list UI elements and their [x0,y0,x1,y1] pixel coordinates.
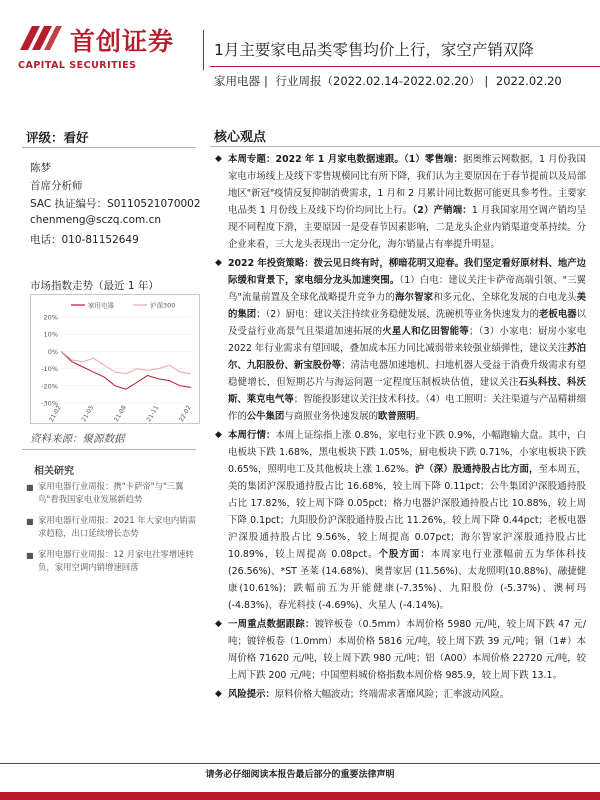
report-date: 2022.02.20 [495,74,562,88]
legend-label: 家用电器 [88,301,114,310]
bullet-icon: ◆ [215,689,222,699]
x-tick-label: 21-08 [112,404,128,423]
market-text: 至本周五，美的集团沪深股通持股占比 16.68%，较上周下降 0.11pct；公牛集团沪深股通持股占比 17.82%，较上周下降 0.05pct；格力电器沪深股通持股占比 10.88%，较上周下降 0.1pct；九阳股份沪深股通持股占比 11.26%，较上周下降 0.44pct；老板电器沪深股通持股占比 9.56%，较上周提高 0.07pct；海尔智家沪深股通持股占比 10.89%，较上周提高 0.08pct。 [228,464,586,560]
bullet-icon: ◆ [215,154,222,164]
topic-heading: 本周专题：2022 年 1 月家电数据速跟。（1）零售端： [228,154,463,165]
x-tick-label: 21-11 [145,404,161,423]
related-item-text: 家用电器行业周报：携"卡萨帝"与"三翼鸟"看我国家电业发展新趋势 [38,481,184,504]
chart-source: 资料来源：聚源数据 [30,433,125,445]
company-logo [18,20,198,72]
report-category: 家用电器 [214,74,260,88]
left-divider-2 [22,449,196,450]
bullet-icon: ■ [26,551,34,560]
bullet-icon: ◆ [215,258,222,268]
x-tick-label: 21-02 [47,404,63,423]
para-weekly-topic [214,151,586,253]
meta-separator: | [264,74,268,88]
topic-text-2: 1 月我国家用空调产销均呈现不同程度下滑，主要原因一是受春节因素影响，二是龙头企业内销渠道变革持续。分企业来看，三大龙头表现出一定分化，海尔销量占有率提升明显。 [228,205,586,250]
para-data-tracking [214,616,586,684]
related-item-text: 家用电器行业周报：2021 年大家电内销需求趋稳，出口延续增长态势 [38,515,196,538]
header-divider [203,30,204,70]
header-rule [210,66,600,67]
strategy-text: 和多元化、全球化发展的白电龙头 [433,292,577,303]
strategy-text: ；（2）厨电：建议关注持续业务稳健发展，洗碗机等业务快速发力的 [256,309,540,320]
footer-bar [0,792,600,800]
series-line-0 [61,351,191,389]
meta-separator: | [484,74,489,88]
bullet-icon: ◆ [215,619,222,629]
y-tick-label: 0% [47,347,58,356]
market-index-chart [30,294,200,424]
stock-highlight: 海尔智家 [394,292,434,303]
stock-highlight: 公牛集团 [246,411,285,422]
bullet-icon: ■ [26,483,34,492]
strategy-text: ；清洁电器加速地机、扫地机器人受益于消费升级需求有望稳健增长，但短期芯片与海运问题一定程度压制板块估值，建议关注 [228,360,586,388]
data-heading: 一周重点数据跟踪： [228,619,315,630]
report-title: 1月主要家电品类零售均价上行，家空产销双降 [214,41,534,59]
stock-highlight: 火星人和亿田智能等 [382,326,470,337]
stock-highlight: 苏泊尔、九阳股份、新宝股份等 [228,343,586,371]
rating-label: 评级： [26,130,64,145]
analyst-sac: SAC 执证编号：S0110521070002 [30,198,201,210]
analyst-phone: 电话：010-81152649 [30,234,139,246]
analyst-name: 陈梦 [30,162,51,174]
logo-english-name: CAPITAL SECURITIES [18,60,137,71]
y-tick-label: 20% [43,313,58,322]
stock-highlight: 老板电器 [539,309,577,320]
bullet-icon: ◆ [215,430,222,440]
strategy-text: 。 [415,411,425,422]
market-text: 本周家电行业涨幅前五为华体科技 (26.56%)、*ST 圣莱 (14.68%)、奥普家居 (11.56%)、太龙照明(10.88%)、融捷健康(10.61%)；跌幅前五为开能健康(-7.35%)、九阳股份 (-5.37%)、澳柯玛 (-4.83%)、春光科技 (-4.69%)、火星人 (-4.14%)。 [228,549,586,611]
strategy-text: 与商照业务快速发展的 [284,411,379,422]
rating-value: 看好 [63,130,89,145]
analyst-email[interactable]: chenmeng@sczq.com.cn [30,214,161,226]
strategy-heading: 2022 年投资策略：拨云见日终有时，柳暗花明又迎春。我们坚定看好原材料、地产边际缓和背景下，家电细分龙头加速突围。 [228,258,586,286]
x-tick-label: 21-05 [80,404,96,423]
risk-text: 原料价格大幅波动；终端需求著靡风险；汇率波动风险。 [274,689,510,700]
related-research-title: 相关研究 [34,466,74,477]
y-tick-label: -20% [41,382,58,391]
rating [26,128,89,146]
report-meta [214,73,566,89]
series-line-1 [61,351,191,373]
bullet-icon: ■ [26,517,34,526]
capital-securities-logo-icon [18,20,62,56]
core-divider [210,146,600,147]
x-tick-label: 22-02 [177,404,193,423]
stock-highlight: 欧普照明 [378,411,416,422]
stock-highlight: 石头科技、科沃斯、莱克电气等 [228,377,586,405]
market-subheading: 沪（深）股通持股占比方面， [414,464,539,475]
left-divider [22,147,196,148]
legal-notice: 请务必仔细阅读本报告最后部分的重要法律声明 [205,770,395,780]
market-subheading: 个股方面： [378,549,431,560]
data-text: 镀锌板卷（0.5mm）本周价格 5980 元/吨，较上周下跌 47 元/吨；镀锌板卷（1.0mm）本周价格 5816 元/吨，较上周下跌 39 元/吨；铜（1#）本周价格 71620 元/吨，较上周下跌 980 元/吨；铝（A00）本周价格 22720 元/吨，较上周下跌 200 元/吨；中国塑料城价格指数本周价格 985.9，较上周下跌 13.1。 [228,619,586,681]
logo-chinese-name: 首创证券 [70,27,175,56]
chart-svg [31,295,199,423]
topic-subheading: （2）产销端： [412,205,472,216]
core-views-body [214,151,586,705]
strategy-text: 以及受益行业高景气且渠道加速拓展的 [228,309,586,337]
strategy-text: ；智能投影建议关注技术科技。（4）电工照明：关注渠道与产品精耕细作的 [228,394,586,422]
stock-highlight: 美的集团 [228,292,586,320]
analyst-role: 首席分析师 [30,180,83,192]
chart-title: 市场指数走势（最近 1 年） [30,280,159,292]
y-tick-label: -10% [41,365,58,374]
para-strategy [214,255,586,425]
strategy-text: ；（3）小家电：厨房小家电 2022 年行业需求有望回暖，叠加成本压力同比减弱带来较强业绩弹性，建议关注 [228,326,586,354]
report-type: 行业周报（2022.02.14-2022.02.20） [275,74,481,88]
footer-rule [0,763,600,764]
related-item-text: 家用电器行业周报：12 月家电社零增速转负，家用空调内销增速回落 [38,549,194,572]
legend-label: 沪深300 [150,301,176,310]
topic-text: 据奥维云网数据，1 月份我国家电市场线上及线下零售规模同比有所下降，我们认为主要原因在于春节提前以及局部地区"新冠"疫情反复抑制消费需求，1 月和 2 月累计同比数据可能更具参考性。主要家电品类 1 月份线上及线下均价均同比上行。 [228,154,586,216]
strategy-text: （1）白电：建议关注卡萨帝高端引领、"三翼鸟"流量前置及全球化战略提升竞争力的 [228,275,586,303]
para-risk [214,686,586,703]
y-tick-label: -30% [41,399,58,408]
market-text: 本周上证综指上涨 0.8%，家电行业下跌 0.9%，小幅跑输大盘。其中，白电板块下跌 1.68%，黑电板块下跌 1.05%，厨电板块下跌 0.71%，小家电板块下跌 0.65%，照明电工及其他板块上涨 1.62%。 [228,430,586,475]
para-market [214,427,586,614]
y-tick-label: 10% [43,330,58,339]
market-heading: 本周行情： [228,430,276,441]
core-views-title: 核心观点 [214,130,267,145]
risk-heading: 风险提示： [228,689,275,700]
